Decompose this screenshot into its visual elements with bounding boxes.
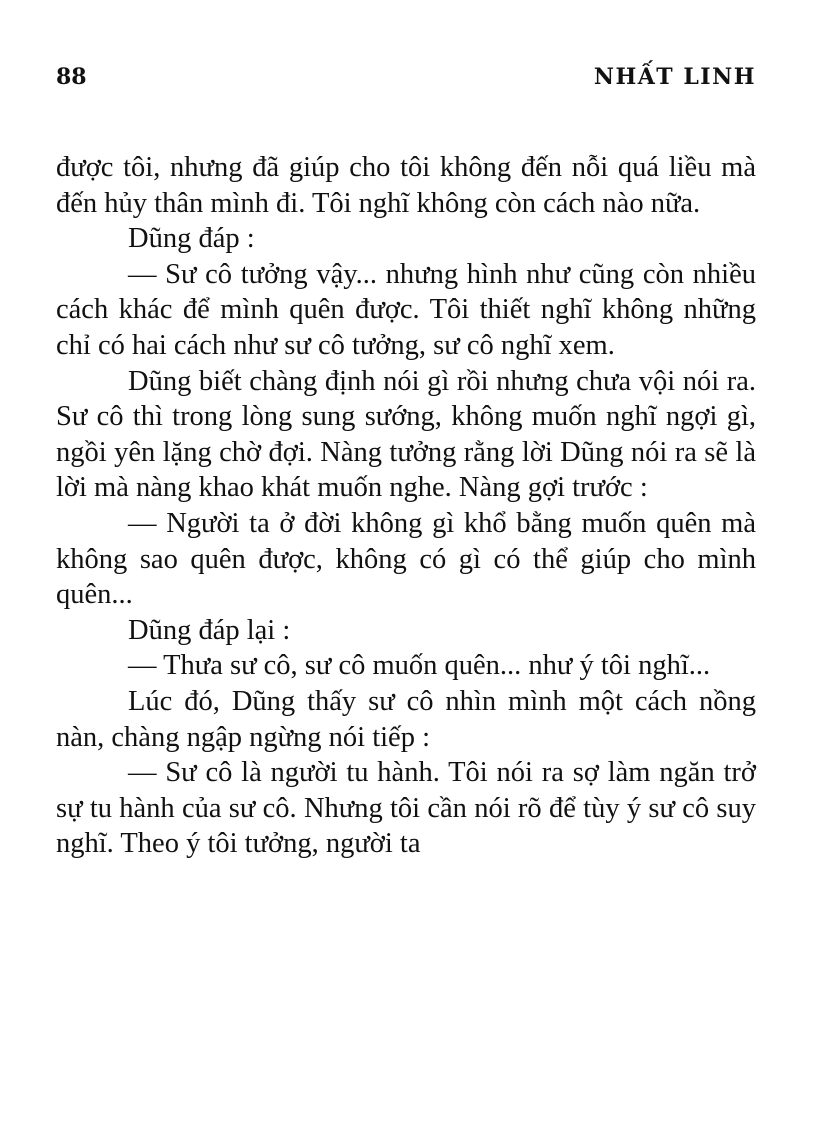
paragraph: — Thưa sư cô, sư cô muốn quên... như ý tôi nghĩ...	[128, 650, 711, 682]
paragraph: Dũng biết chàng định nói gì rồi nhưng chưa vội nói ra. Sư cô thì trong lòng sung sướng, không muốn nghĩ ngợi gì, ngồi yên lặng chờ đợi. Nàng tưởng rằng lời Dũng nói ra sẽ là lời mà nàng khao khát muốn nghe. Nàng gợi trước :	[56, 365, 756, 504]
running-title: NHẤT LINH	[593, 64, 756, 90]
body-text	[56, 150, 756, 862]
paragraph: được tôi, nhưng đã giúp cho tôi không đến nỗi quá liều mà đến hủy thân mình đi. Tôi nghĩ không còn cách nào nữa.	[56, 152, 756, 219]
paragraph: — Người ta ở đời không gì khổ bằng muốn quên mà không sao quên được, không có gì có thể giúp cho mình quên...	[56, 507, 756, 611]
paragraph: — Sư cô tưởng vậy... nhưng hình như cũng còn nhiều cách khác để mình quên được. Tôi thiết nghĩ không những chỉ có hai cách như sư cô tưởng, sư cô nghĩ xem.	[56, 258, 756, 361]
paragraph: Dũng đáp :	[128, 223, 255, 255]
paragraph: Dũng đáp lại :	[128, 614, 291, 646]
page-number: 88	[56, 64, 87, 90]
paragraph: Lúc đó, Dũng thấy sư cô nhìn mình một cách nồng nàn, chàng ngập ngừng nói tiếp :	[56, 685, 756, 753]
page-header	[56, 64, 756, 96]
paragraph: — Sư cô là người tu hành. Tôi nói ra sợ làm ngăn trở sự tu hành của sư cô. Nhưng tôi cần nói rõ để tùy ý sư cô suy nghĩ. Theo ý tôi tưởng, người ta	[56, 757, 756, 860]
